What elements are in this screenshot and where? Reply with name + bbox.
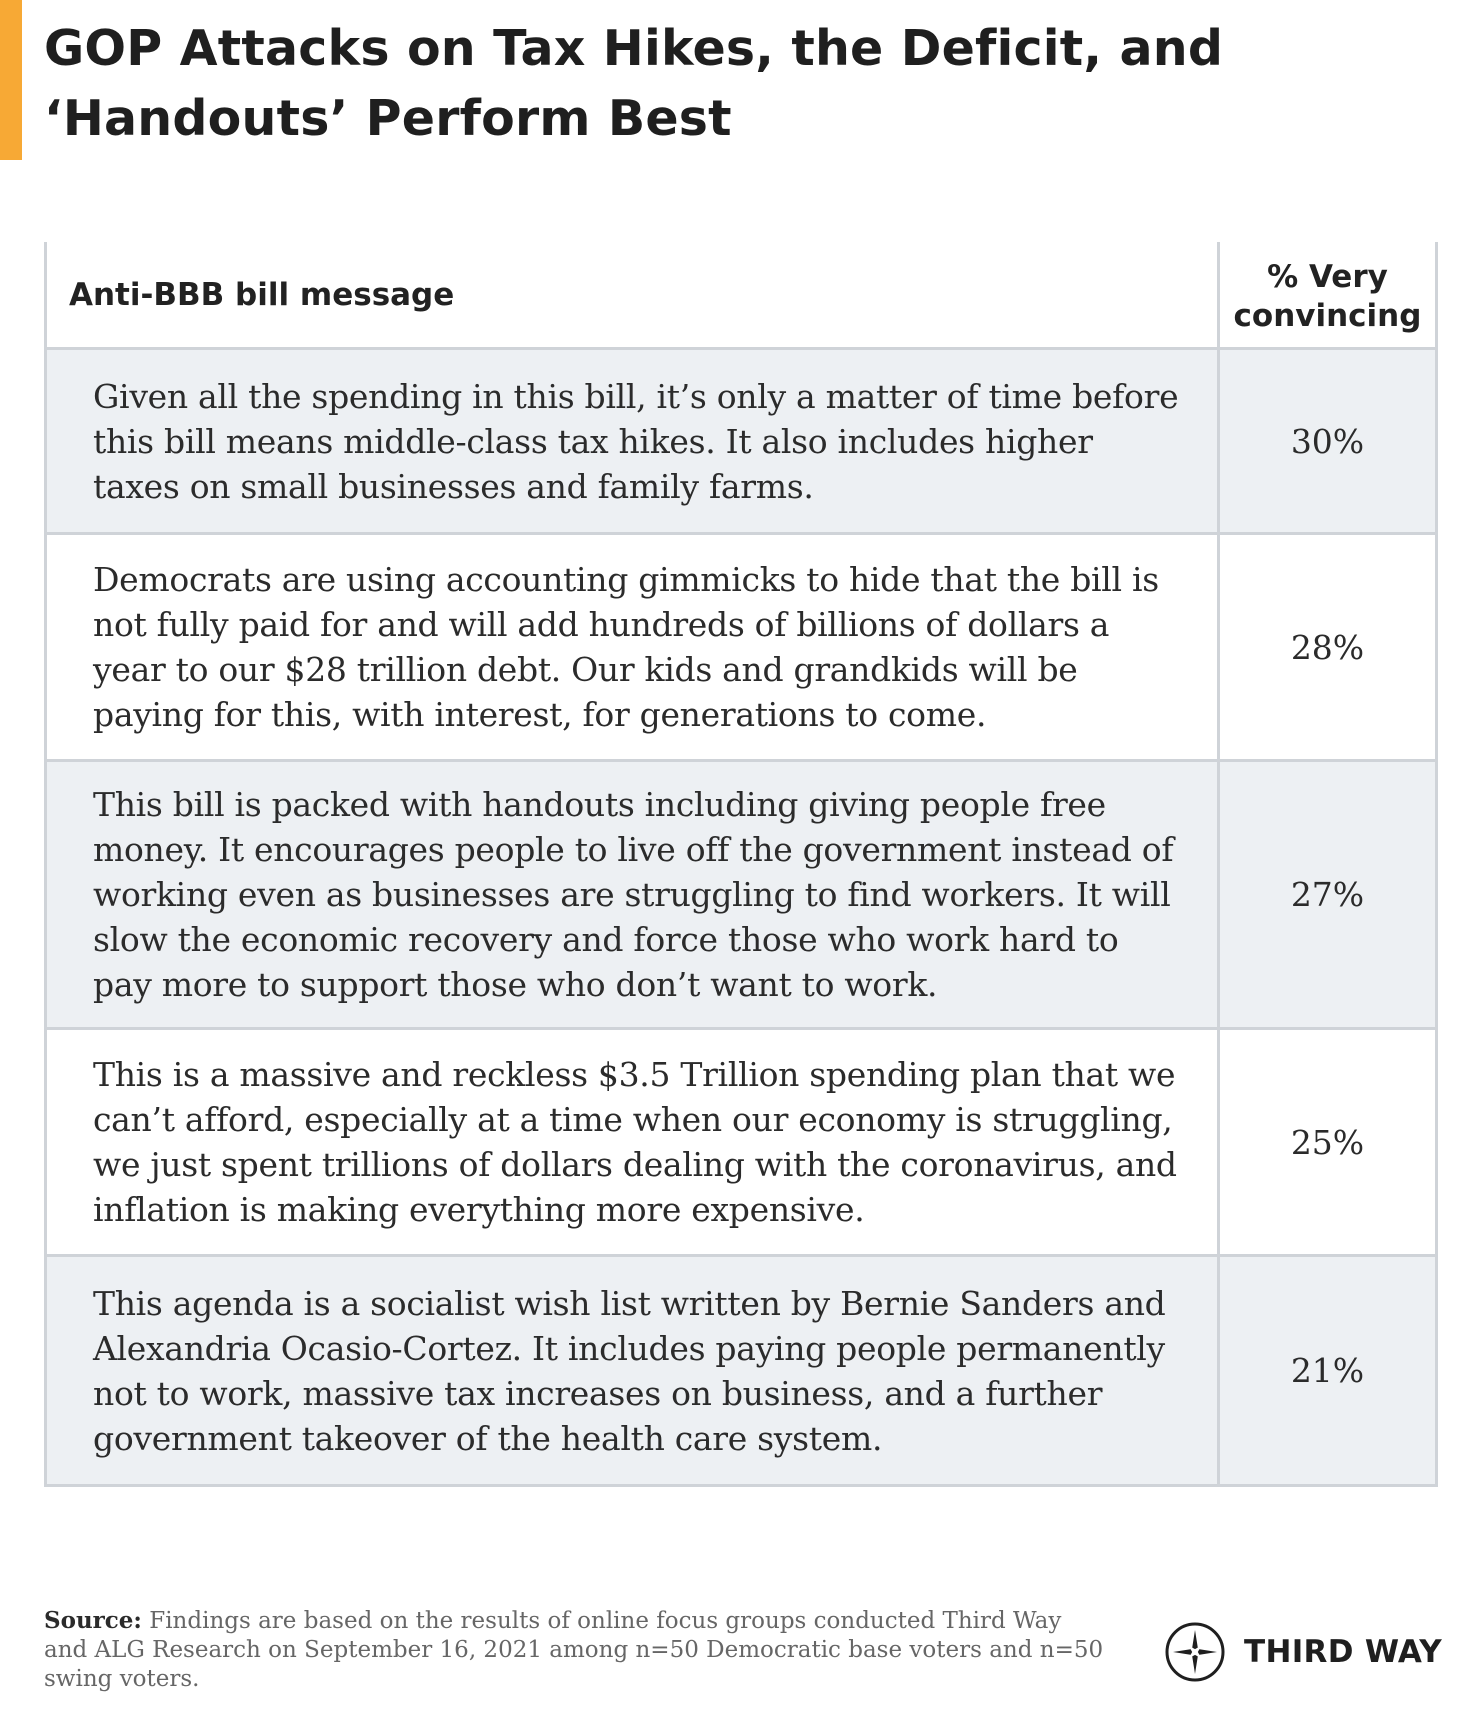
header-message-cell [47,242,1220,347]
table-row [47,1030,1435,1257]
table-row [47,350,1435,535]
value-cell [1220,1257,1435,1484]
value-cell [1220,535,1435,759]
compass-star-icon [1164,1621,1226,1683]
results-table [44,242,1438,1487]
value-text: 30% [1290,421,1365,461]
accent-bar [0,0,22,160]
message-text: Democrats are using accounting gimmicks to hide that the bill is not fully paid for and will add hundreds of billions of dollars a year to our $28 trillion debt. Our kids and grandkids will be paying for this, with interest, for generations to come. [93,560,1159,734]
source-label: Source: [44,1607,142,1634]
header-value-label: % Very convincing [1233,258,1422,334]
value-text: 27% [1290,875,1365,914]
value-text: 25% [1290,1122,1365,1162]
page-title: GOP Attacks on Tax Hikes, the Deficit, and ‘Handouts’ Perform Best [44,20,1224,147]
message-text: Given all the spending in this bill, it’s only a matter of time before this bill means middle-class tax hikes. It also includes higher taxes on small businesses and family farms. [93,376,1179,506]
value-cell [1220,1030,1435,1254]
source-note [44,1606,1104,1694]
third-way-logo [1164,1620,1442,1684]
table-row [47,1257,1435,1484]
value-text: 28% [1290,627,1365,667]
source-text: Findings are based on the results of online focus groups conducted Third Way and ALG Research on September 16, 2021 among n=50 Democratic base voters and n=50 swing voters. [44,1608,1104,1692]
message-cell [47,1257,1220,1484]
table-row [47,762,1435,1030]
message-cell [47,762,1220,1027]
table-header [47,242,1435,350]
message-cell [47,1030,1220,1254]
value-cell [1220,762,1435,1027]
message-cell [47,535,1220,759]
logo-text: THIRD WAY [1244,1634,1442,1670]
value-text: 21% [1290,1351,1365,1390]
message-text: This agenda is a socialist wish list written by Bernie Sanders and Alexandria Ocasio-Cortez. It includes paying people permanently not to work, massive tax increases on business, and a further government takeover of the health care system. [93,1283,1166,1458]
message-cell [47,350,1220,532]
message-text: This bill is packed with handouts including giving people free money. It encourages people to live off the government instead of working even as businesses are struggling to find workers. It will slow the economic recovery and force those who work hard to pay more to support those who don’t want to work. [93,785,1174,1004]
header-value-cell [1220,242,1435,347]
message-text: This is a massive and reckless $3.5 Trillion spending plan that we can’t afford, especially at a time when our economy is struggling, we just spent trillions of dollars dealing with the coronavirus, and inflation is making everything more expensive. [93,1055,1177,1229]
header-message-label: Anti-BBB bill message [69,276,455,313]
value-cell [1220,350,1435,532]
table-row [47,535,1435,762]
